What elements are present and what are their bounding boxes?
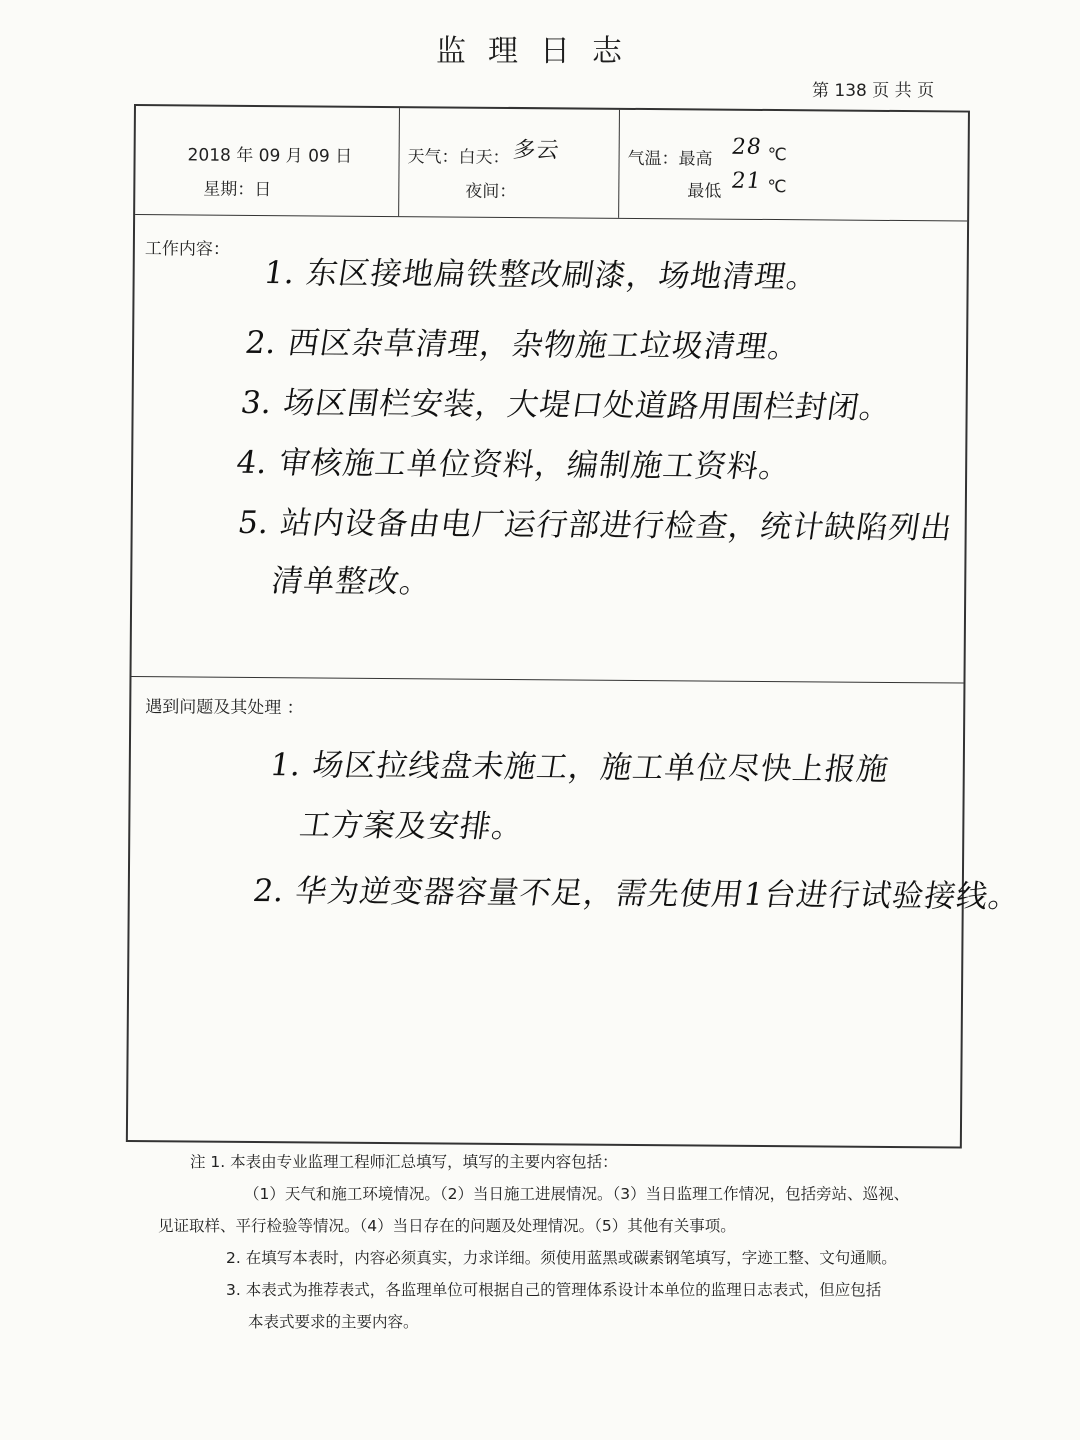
- problems-label: 遇到问题及其处理 ：: [145, 697, 304, 719]
- log-form: [126, 104, 1024, 1149]
- date-field: [188, 140, 353, 166]
- page-title: 监理日志: [436, 34, 644, 69]
- weekday-field: [203, 175, 271, 201]
- weekday-label: 星期：: [203, 179, 255, 200]
- work-item-4: 4. 审核施工单位资料，编制施工资料。: [234, 444, 794, 486]
- night-label: 夜间：: [465, 181, 517, 203]
- work-item-1: 1. 东区接地扁铁整改刷漆，场地清理。: [261, 255, 822, 296]
- date-day: 09: [308, 146, 330, 167]
- temp-max-handwritten: 28: [729, 134, 764, 160]
- work-item-3: 3. 场区围栏安装，大堤口处道路用围栏封闭。: [238, 384, 895, 426]
- work-item-5: 5. 站内设备由电厂运行部进行检查，统计缺陷列出: [235, 504, 956, 547]
- date-month: 09: [258, 145, 281, 167]
- problem-item-2: 2. 华为逆变器容量不足，需先使用1台进行试验接线。: [250, 872, 1024, 915]
- problem-item-1-cont: 工方案及安排。: [297, 807, 527, 846]
- page-number: 第 138 页 共 页: [812, 81, 935, 101]
- temp-min-label: 最低: [687, 181, 722, 202]
- temp-min-unit: ℃: [767, 176, 787, 198]
- temp-min-handwritten: 21: [729, 168, 764, 194]
- note-line-5: 3. 本表式为推荐表式，各监理单位可根据自己的管理体系设计本单位的监理日志表式，但应包括: [226, 1281, 882, 1299]
- date-year-suffix: 年: [236, 145, 254, 166]
- date-year: 2018: [187, 145, 231, 166]
- weather-temp-divider: [618, 110, 620, 218]
- note-line-2: （1）天气和施工环境情况。（2）当日施工进展情况。（3）当日监理工作情况，包括旁站、巡视、: [244, 1185, 910, 1203]
- weather-day-field: [408, 142, 510, 168]
- date-day-suffix: 日: [335, 146, 353, 167]
- header-divider: [135, 214, 967, 222]
- temp-max-field: [628, 144, 713, 170]
- problem-item-1: 1. 场区拉线盘未施工，施工单位尽快上报施: [267, 747, 892, 788]
- weather-label: 天气：: [407, 147, 459, 168]
- work-item-5-cont: 清单整改。: [269, 563, 435, 601]
- work-content-label: 工作内容：: [144, 239, 230, 260]
- temp-max-label: 最高: [678, 149, 713, 170]
- notes-section: [140, 1146, 980, 1338]
- date-month-suffix: 月: [285, 146, 303, 167]
- note-line-6: 本表式要求的主要内容。: [248, 1313, 419, 1331]
- day-weather-handwritten: 多云: [511, 137, 562, 164]
- note-line-1: 注 1. 本表由专业监理工程师汇总填写，填写的主要内容包括：: [190, 1153, 618, 1171]
- temp-max-unit: ℃: [767, 144, 787, 166]
- date-weather-divider: [398, 108, 400, 216]
- note-line-4: 2. 在填写本表时，内容必须真实，力求详细。须使用蓝黑或碳素钢笔填写，字迹工整、文句通顺。: [226, 1249, 897, 1267]
- temp-label: 气温：: [627, 148, 679, 170]
- day-label: 白天：: [458, 147, 510, 168]
- work-item-2: 2. 西区杂草清理，杂物施工垃圾清理。: [242, 324, 803, 366]
- weekday-value: 日: [254, 179, 272, 201]
- section-divider: [131, 676, 963, 684]
- note-line-3: 见证取样、平行检验等情况。（4）当日存在的问题及处理情况。（5）其他有关事项。: [158, 1217, 736, 1235]
